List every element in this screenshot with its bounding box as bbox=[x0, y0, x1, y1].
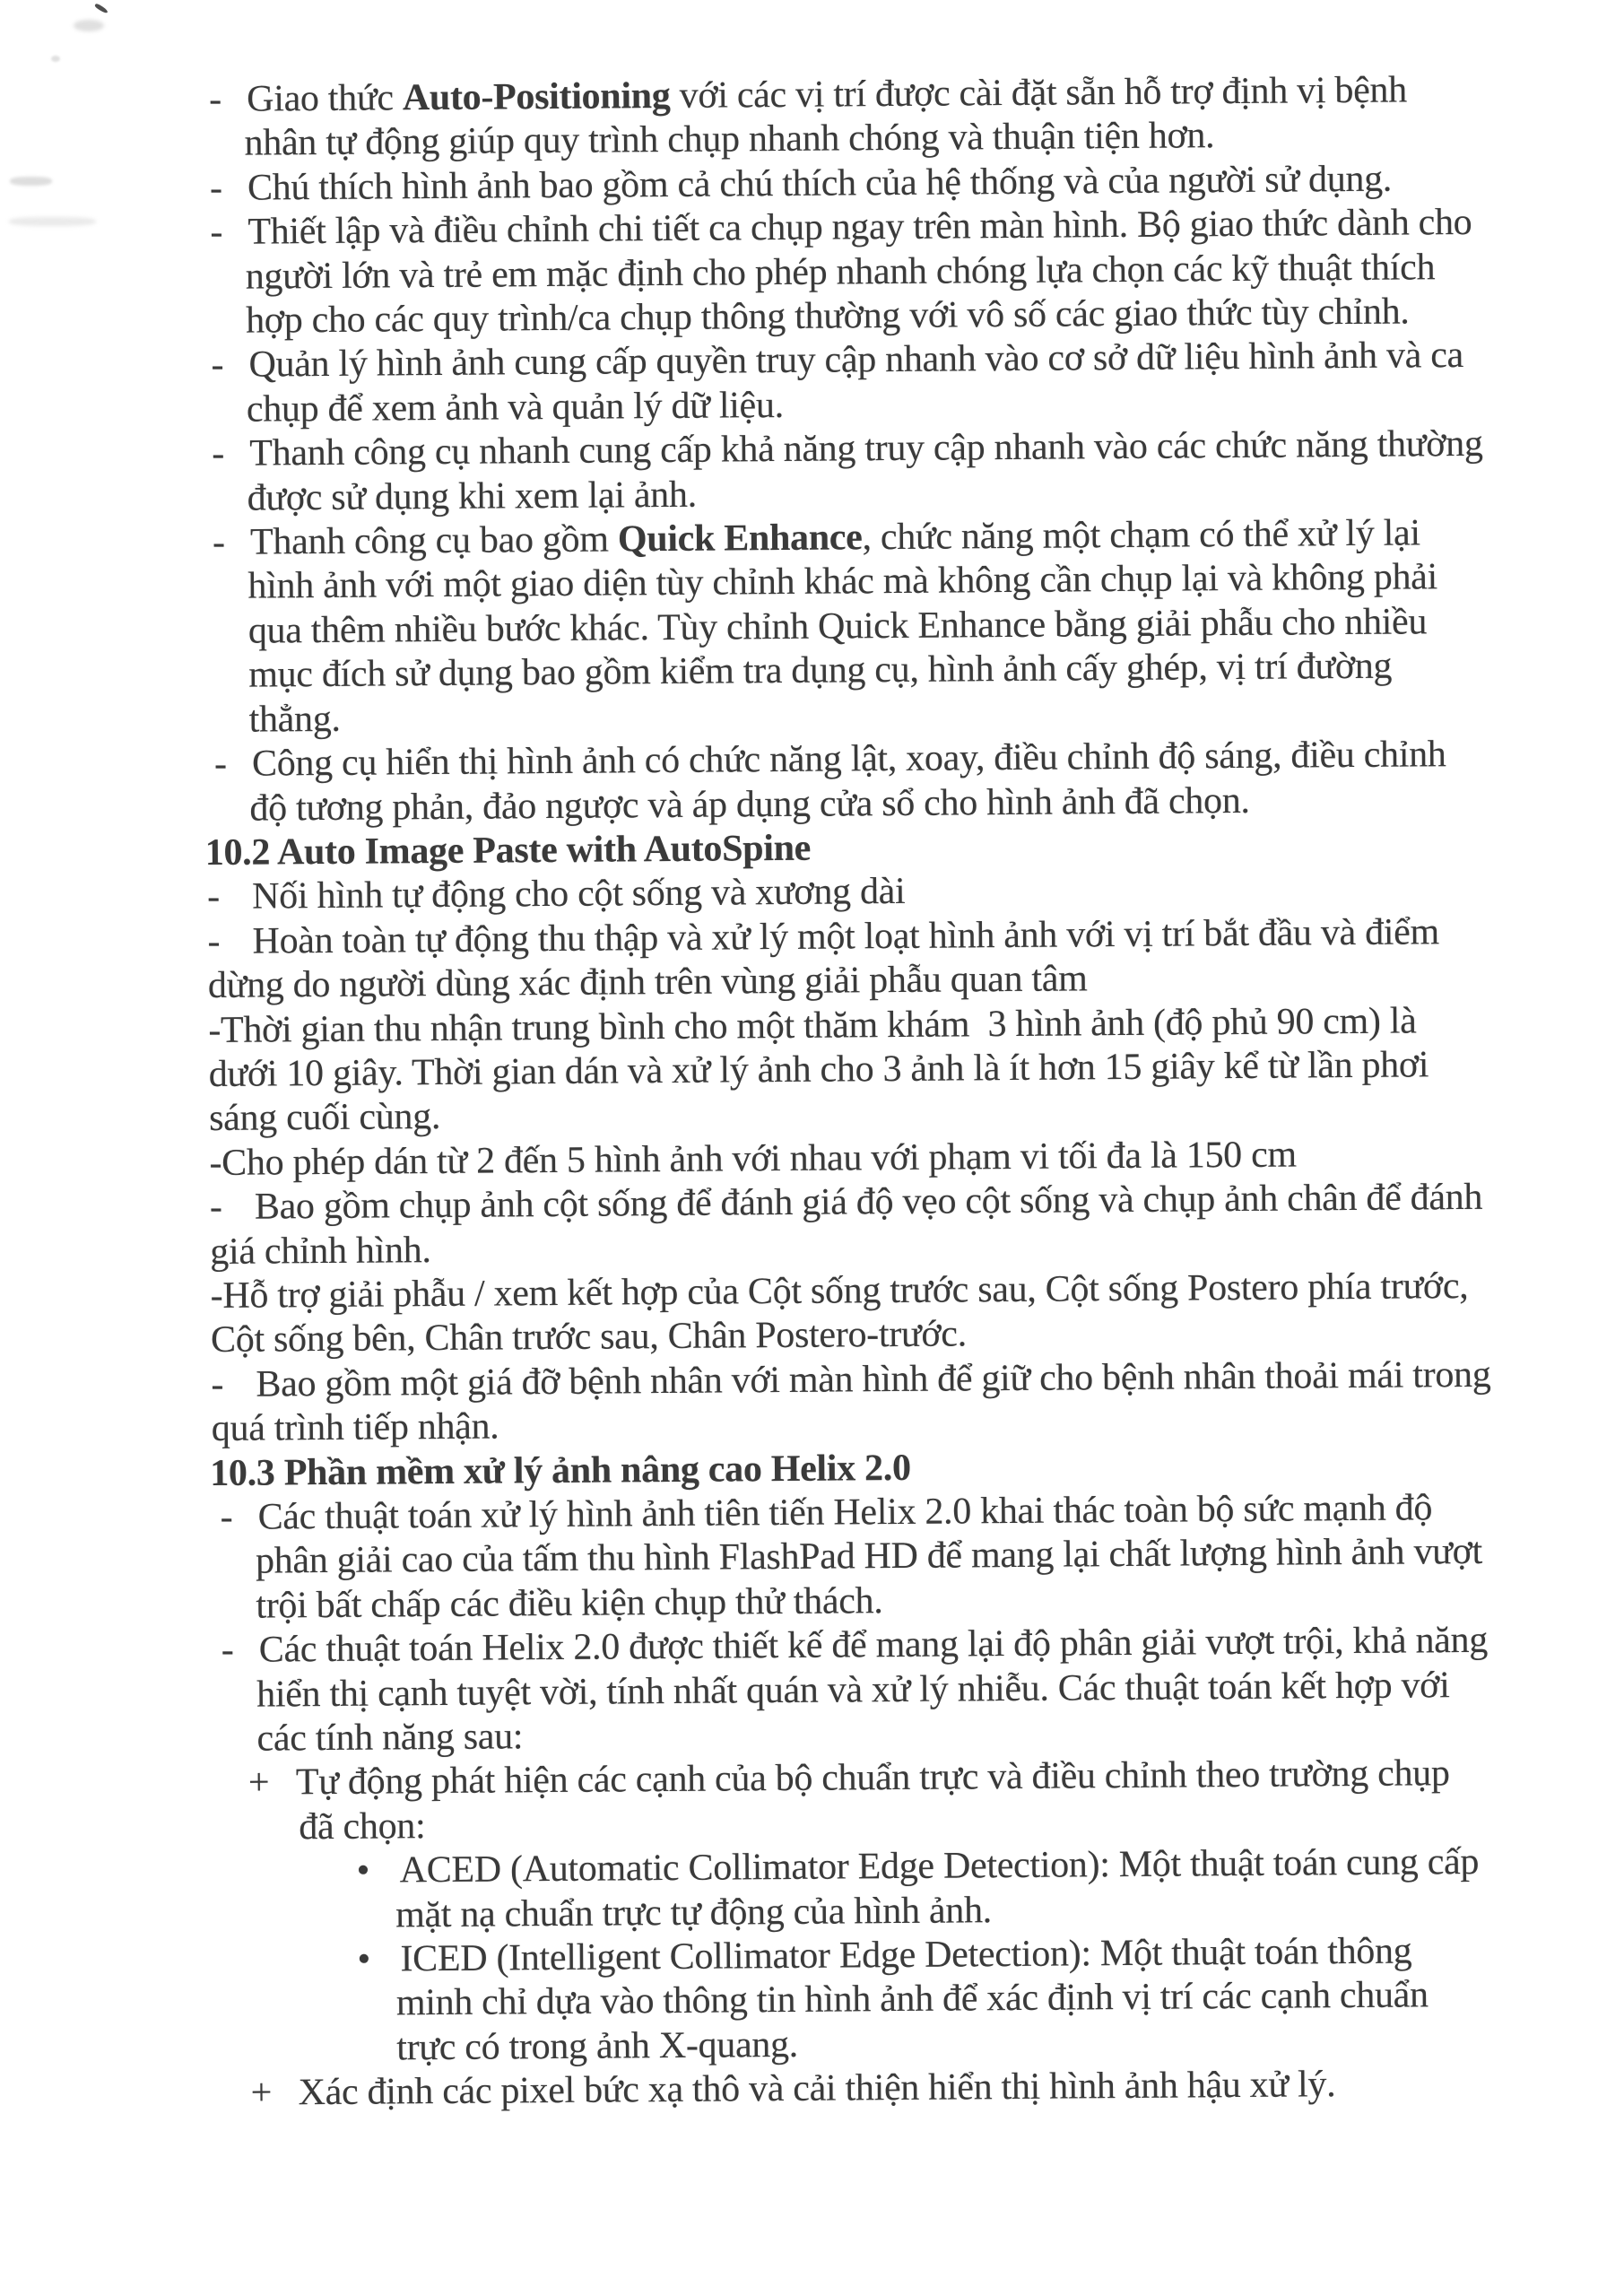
scan-speck bbox=[51, 56, 60, 62]
list-item bbox=[11, 1485, 1624, 1631]
body-text: nhân tự động giúp quy trình chụp nhanh chóng và thuận tiện hơn. bbox=[244, 115, 1215, 165]
dash-marker: - bbox=[209, 78, 222, 120]
dash-marker: - bbox=[211, 1363, 224, 1405]
plus-marker: + bbox=[248, 1761, 270, 1805]
body-text: qua thêm nhiều bước khác. Tùy chỉnh Quick Enhance bằng giải phẫu cho nhiều bbox=[248, 601, 1428, 652]
body-text: mặt nạ chuẩn trực tự động của hình ảnh. bbox=[395, 1889, 993, 1936]
list-item bbox=[9, 1264, 1624, 1365]
dash-marker: - bbox=[207, 920, 221, 962]
list-item bbox=[9, 1175, 1624, 1276]
bold-text: Auto-Positioning bbox=[402, 74, 671, 119]
body-text: Xác định các pixel bức xạ thô và cải thiện hiển thị hình ảnh hậu xử lý. bbox=[298, 2064, 1336, 2114]
list-item bbox=[13, 1618, 1624, 1763]
dash-marker: - bbox=[213, 743, 227, 786]
dash-marker: - bbox=[212, 433, 225, 475]
body-text: Các thuật toán xử lý hình ảnh tiên tiến Helix 2.0 khai thác toàn bộ sức mạnh độ bbox=[257, 1487, 1433, 1538]
list-item bbox=[6, 909, 1624, 1010]
body-text: giá chỉnh hình. bbox=[210, 1229, 431, 1273]
list-item bbox=[14, 1928, 1624, 2074]
body-text: thẳng. bbox=[248, 698, 341, 741]
plus-marker: + bbox=[250, 2072, 273, 2114]
body-text: mục đích sử dụng bao gồm kiểm tra dụng cụ, hình ảnh cấy ghép, vị trí đường bbox=[248, 645, 1393, 696]
body-text: trội bất chấp các điều kiện chụp thử thách. bbox=[256, 1579, 883, 1627]
body-text: ACED (Automatic Collimator Edge Detection): Một thuật toán cung cấp bbox=[399, 1841, 1480, 1892]
body-text: hợp cho các quy trình/ca chụp thông thường với vô số các giao thức tùy chỉnh. bbox=[245, 291, 1410, 342]
dash-marker: - bbox=[221, 1630, 234, 1672]
body-text: Cột sống bên, Chân trước sau, Chân Postero-trước. bbox=[210, 1313, 968, 1361]
body-text: -Hỗ trợ giải phẫu / xem kết hợp của Cột sống trước sau, Cột sống Postero phía trước, bbox=[210, 1265, 1469, 1317]
body-text: ICED (Intelligent Collimator Edge Detection): Một thuật toán thông bbox=[400, 1930, 1412, 1980]
list-item bbox=[4, 510, 1624, 744]
dash-marker: - bbox=[211, 344, 224, 387]
body-text: sáng cuối cùng. bbox=[208, 1096, 441, 1140]
body-text: Thanh công cụ nhanh cung cấp khả năng truy cập nhanh vào các chức năng thường bbox=[249, 423, 1483, 474]
body-text: Tự động phát hiện các cạnh của bộ chuẩn trực và điều chỉnh theo trường chụp bbox=[295, 1752, 1450, 1804]
bold-text: Quick Enhance bbox=[617, 517, 863, 561]
dash-marker: - bbox=[209, 167, 222, 209]
list-item bbox=[2, 333, 1624, 434]
body-text: chụp để xem ảnh và quản lý dữ liệu. bbox=[246, 384, 785, 430]
list-item bbox=[3, 422, 1624, 523]
bullet-dot-marker: • bbox=[356, 1849, 370, 1892]
body-text: dưới 10 giây. Thời gian dán và xử lý ảnh cho 3 ảnh là ít hơn 15 giây kể từ lần phơi bbox=[208, 1044, 1429, 1095]
body-text: Thiết lập và điều chỉnh chi tiết ca chụp ngay trên màn hình. Bộ giao thức dành cho bbox=[248, 202, 1472, 253]
body-text: được sử dụng khi xem lại ảnh. bbox=[247, 474, 697, 519]
body-text: Hoàn toàn tự động thu thập và xử lý một loạt hình ảnh với vị trí bắt đầu và điểm bbox=[252, 910, 1440, 962]
body-text: Các thuật toán Helix 2.0 được thiết kế để mang lại độ phân giải vượt trội, khả năng bbox=[258, 1620, 1489, 1671]
dash-marker: - bbox=[210, 212, 223, 254]
body-text: hiển thị cạnh tuyệt vời, tính nhất quán và xử lý nhiễu. Các thuật toán kết hợp với bbox=[256, 1664, 1450, 1716]
list-item bbox=[10, 1352, 1624, 1453]
body-text: Quản lý hình ảnh cung cấp quyền truy cập nhanh vào cơ sở dữ liệu hình ảnh và ca bbox=[248, 335, 1464, 387]
list-item bbox=[5, 732, 1624, 833]
dash-marker: - bbox=[212, 521, 225, 564]
body-text: , chức năng một chạm có thể xử lý lại bbox=[862, 512, 1420, 559]
dash-marker: - bbox=[206, 876, 221, 918]
body-text: độ tương phản, đảo ngược và áp dụng cửa sổ cho hình ảnh đã chọn. bbox=[249, 779, 1250, 830]
document-text-block bbox=[0, 67, 1624, 2118]
body-text: -Cho phép dán từ 2 đến 5 hình ảnh với nhau với phạm vi tối đa là 150 cm bbox=[209, 1134, 1298, 1184]
body-text: -Thời gian thu nhận trung bình cho một thăm khám 3 hình ảnh (độ phủ 90 cm) là bbox=[208, 999, 1417, 1051]
list-item bbox=[0, 67, 1624, 169]
body-text: Bao gồm chụp ảnh cột sống để đánh giá độ vẹo cột sống và chụp ảnh chân để đánh bbox=[254, 1177, 1483, 1228]
body-text: dừng do người dùng xác định trên vùng giải phẫu quan tâm bbox=[207, 958, 1088, 1007]
body-text: với các vị trí được cài đặt sẵn hỗ trợ định vị bệnh bbox=[670, 69, 1408, 117]
body-text: hình ảnh với một giao diện tùy chỉnh khác mà không cần chụp lại và không phải bbox=[248, 556, 1438, 608]
bold-text: 10.2 Auto Image Paste with AutoSpine bbox=[204, 827, 812, 874]
body-text: minh chỉ dựa vào thông tin hình ảnh để xác định vị trí các cạnh chuẩn bbox=[395, 1974, 1429, 2024]
list-item bbox=[13, 1751, 1624, 1852]
body-text: phân giải cao của tấm thu hình FlashPad HD để mang lại chất lượng hình ảnh vượt bbox=[255, 1531, 1483, 1583]
body-text: người lớn và trẻ em mặc định cho phép nhanh chóng lựa chọn các kỹ thuật thích bbox=[245, 246, 1436, 298]
list-item bbox=[14, 1839, 1624, 1941]
dash-marker: - bbox=[220, 1496, 233, 1538]
body-text: Công cụ hiển thị hình ảnh có chức năng lật, xoay, điều chỉnh độ sáng, điều chỉnh bbox=[251, 734, 1446, 785]
scan-smudge bbox=[74, 20, 104, 31]
body-text: Chú thích hình ảnh bao gồm cả chú thích của hệ thống và của người sử dụng. bbox=[247, 158, 1393, 209]
bullet-dot-marker: • bbox=[357, 1938, 371, 1980]
body-text: Thanh công cụ bao gồm bbox=[249, 518, 619, 563]
body-text: các tính năng sau: bbox=[256, 1716, 524, 1760]
body-text: trực có trong ảnh X-quang. bbox=[396, 2023, 799, 2069]
list-item bbox=[1, 200, 1624, 345]
body-text: Nối hình tự động cho cột sống và xương dài bbox=[251, 871, 906, 918]
dash-marker: - bbox=[209, 1187, 222, 1229]
list-item bbox=[7, 997, 1624, 1143]
body-text: Giao thức bbox=[247, 77, 404, 120]
body-text: quá trình tiếp nhận. bbox=[211, 1405, 499, 1450]
body-text: đã chọn: bbox=[299, 1805, 426, 1848]
pen-tick-mark bbox=[94, 3, 109, 14]
bold-text: 10.3 Phần mềm xử lý ảnh nâng cao Helix 2.0 bbox=[210, 1447, 911, 1494]
body-text: Bao gồm một giá đỡ bệnh nhân với màn hình để giữ cho bệnh nhân thoải mái trong bbox=[256, 1353, 1491, 1405]
